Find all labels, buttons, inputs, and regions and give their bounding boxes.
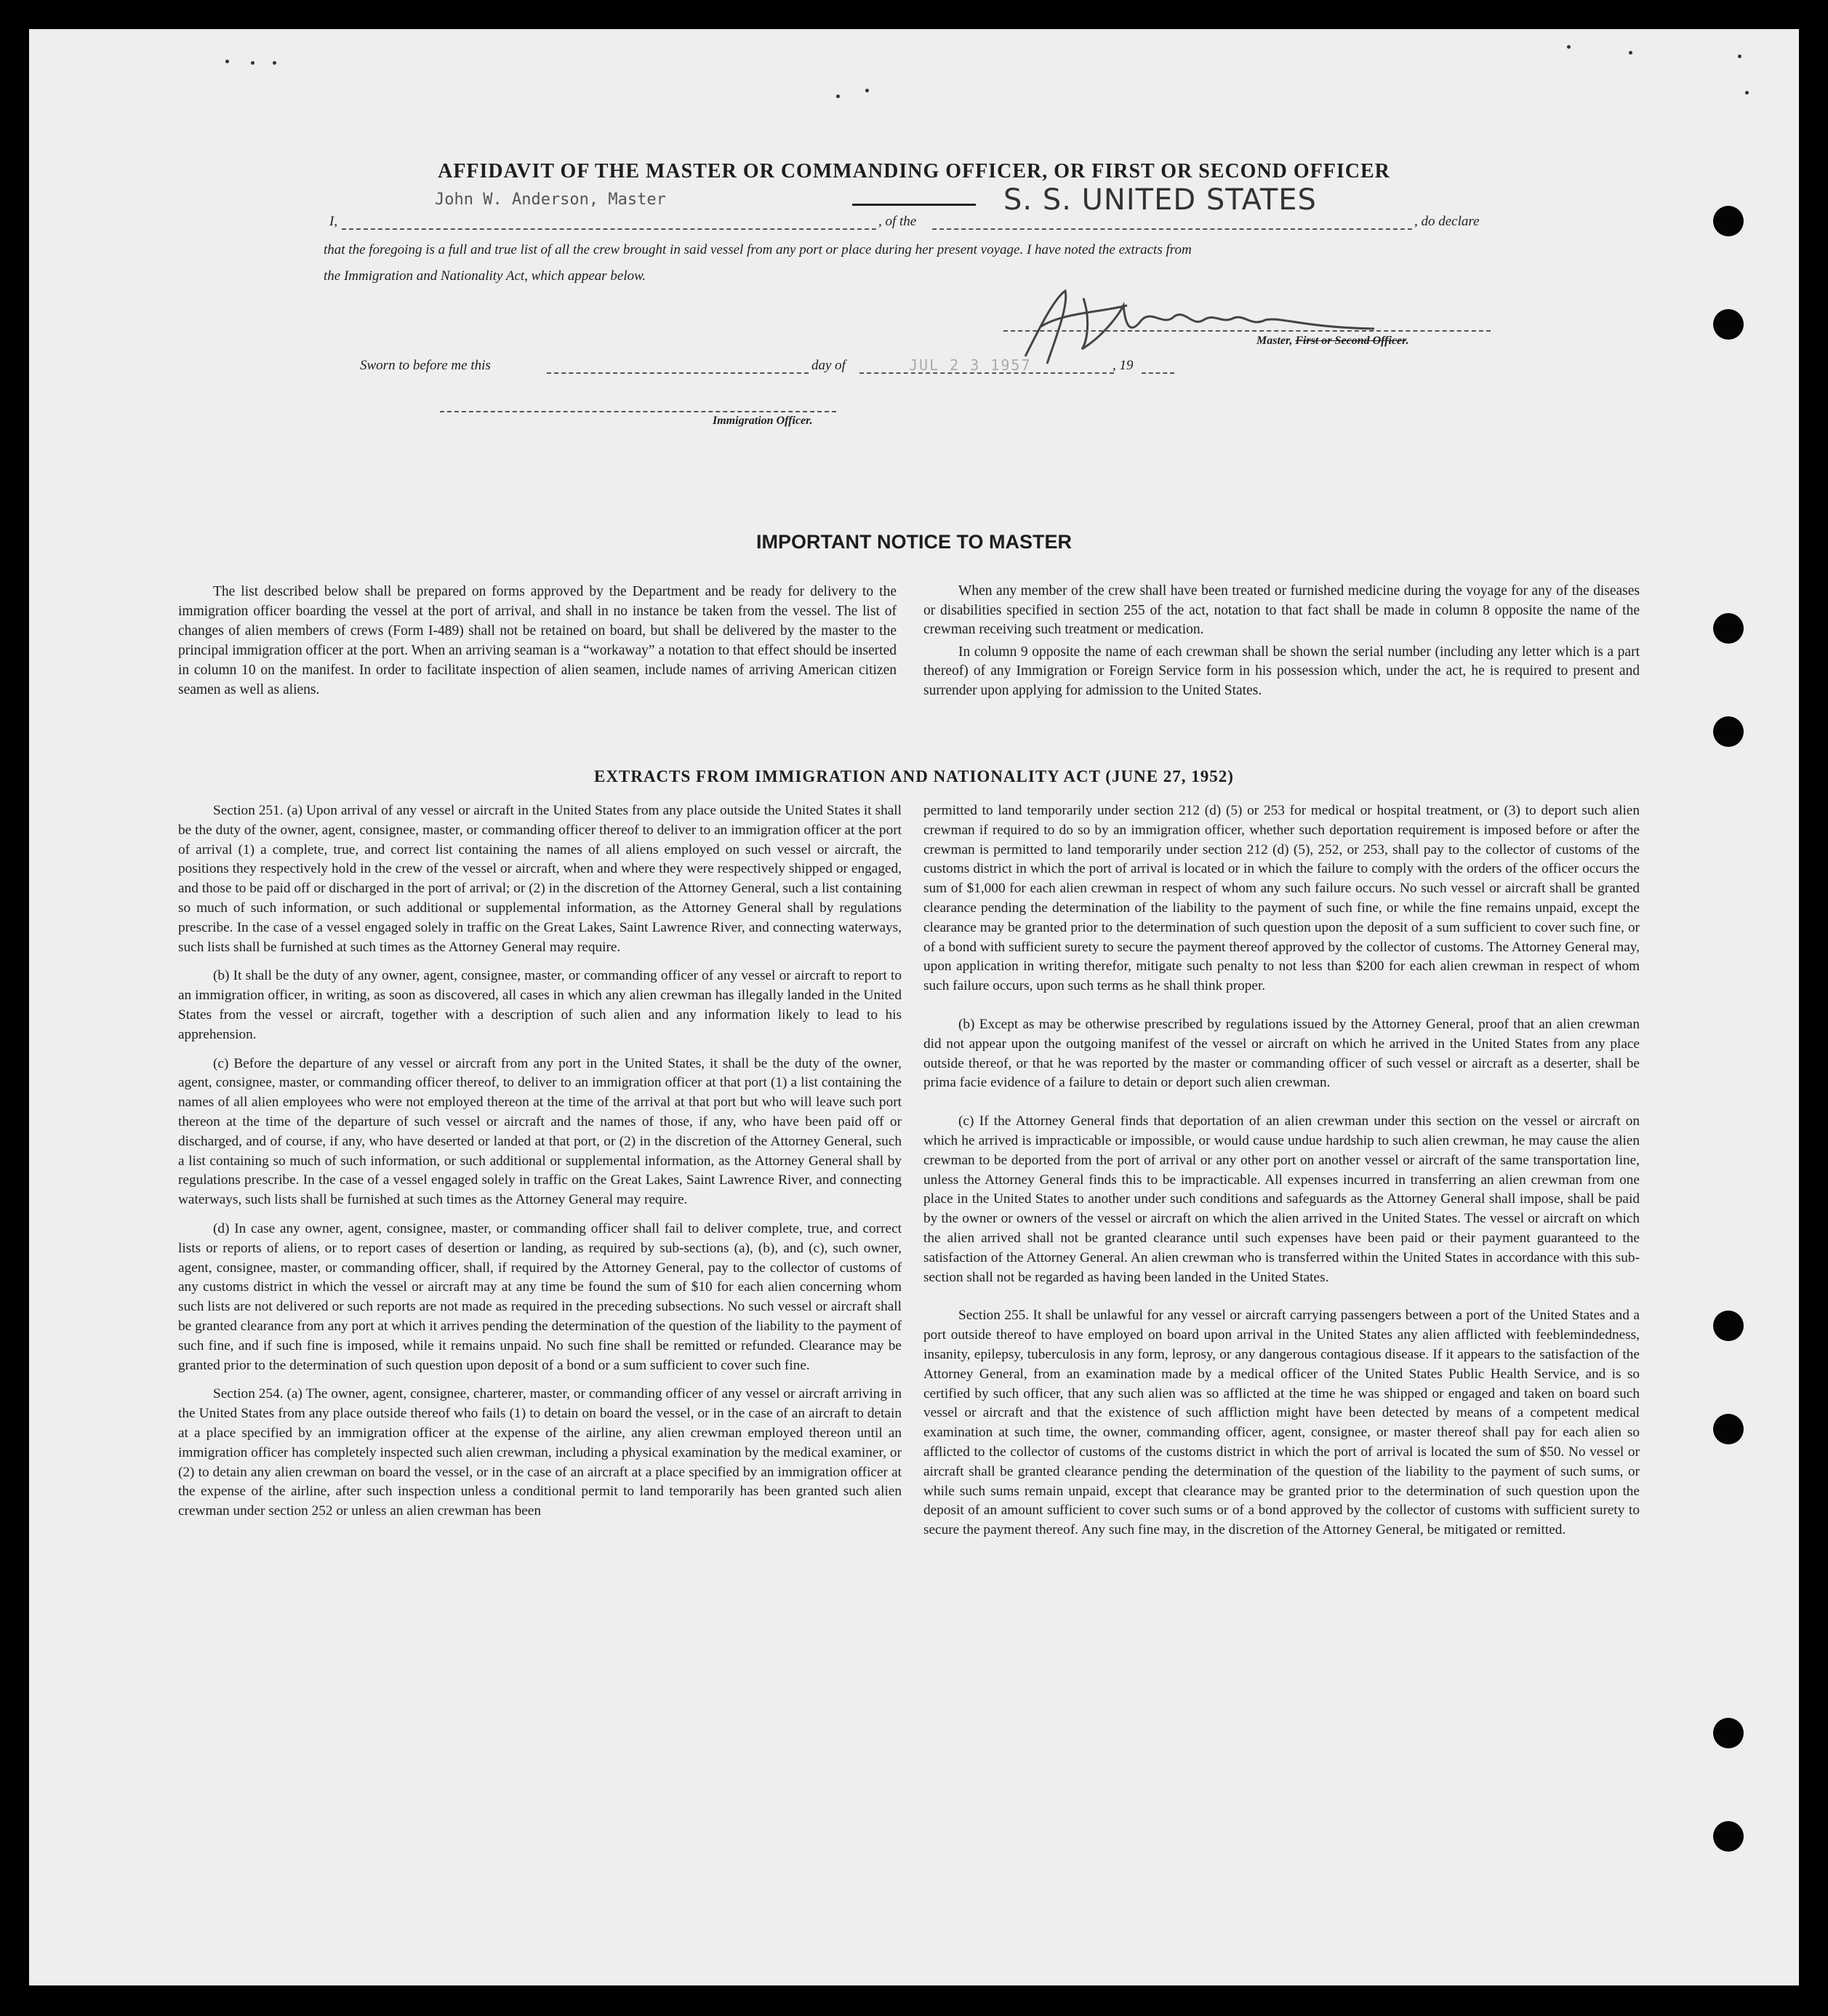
declaration-line-2: the Immigration and Nationality Act, which appear below. bbox=[324, 268, 646, 284]
binder-hole bbox=[1713, 716, 1744, 747]
master-signature bbox=[996, 276, 1403, 378]
section-251a: Section 251. (a) Upon arrival of any vessel or aircraft in the United States from any place outside the United States it shall be the duty of the owner, agent, consignee, master, or commanding officer thereof to deliver to an immigration officer at the port of arrival (1) a complete, true, and correct list containing the names of all aliens employed on such vessel or aircraft, the positions they respectively hold in the crew of the vessel or aircraft, when and where they were respectively shipped or engaged, and those to be paid off or discharged in the port of arrival; or (2) in the discretion of the Attorney General, such a list containing so much of such information, or such additional or supplemental information, as the Attorney General shall by regulations prescribe. In the case of a vessel engaged solely in traffic on the Great Lakes, Saint Lawrence River, and connecting waterways, such lists shall be furnished at such times as the Attorney General may require. bbox=[178, 803, 902, 955]
binder-hole bbox=[1713, 1821, 1744, 1852]
year-prefix: , 19 bbox=[1113, 358, 1134, 373]
sworn-day-blank bbox=[547, 372, 809, 374]
scan-speck bbox=[865, 89, 869, 92]
typed-master-name: John W. Anderson, Master bbox=[435, 191, 666, 209]
sworn-label: Sworn to before me this bbox=[360, 358, 491, 373]
notice-left-paragraph: The list described below shall be prepared on forms approved by the Department and be ready for delivery to the immigration officer boarding the vessel at the port of arrival, and shall in no instance be taken from the vessel. The list of changes of alien members of crews (Form I-489) shall not be retained on board, but shall be delivered by the master to the principal immigration officer at the port. When an arriving seaman is a “workaway” a notation to that effect should be inserted in column 10 on the manifest. In order to facilitate inspection of alien seamen, include names of arriving American citizen seamen as well as aliens. bbox=[178, 584, 897, 697]
scan-speck bbox=[225, 60, 229, 63]
date-stamp: JUL 2 3 1957 bbox=[909, 356, 1032, 374]
document-page bbox=[29, 29, 1799, 1985]
binder-hole bbox=[1713, 1718, 1744, 1748]
role-end: . bbox=[1406, 335, 1409, 347]
day-of-label: day of bbox=[811, 358, 846, 373]
section-251d: (d) In case any owner, agent, consignee, master, or commanding officer shall fail to deliver complete, true, and correct lists or reports of aliens, or to report cases of desertion or landing, as required by sub-sections (a), (b), and (c), such owner, agent, consignee, master, or commanding officer, shall, if required by the Attorney General, pay to the collector of customs of any customs district in which the vessel or aircraft may at any time be found the sum of $10 for each alien concerning whom such lists are not delivered or such reports are not made as required in the preceding subsections. No such vessel or aircraft shall be granted clearance from any port at which it arrives pending the determination of the question of the liability to the payment of such fine, and if such fine is imposed, while it remains unpaid. No such fine shall be remitted or refunded. Clearance may be granted prior to the determination of such question upon deposit of a bond or a sum sufficient to cover such fine. bbox=[178, 1220, 902, 1373]
vessel-blank bbox=[932, 228, 1412, 230]
binder-hole bbox=[1713, 1311, 1744, 1341]
scan-speck bbox=[1738, 55, 1741, 58]
signature-role bbox=[1256, 335, 1409, 348]
section-251b: (b) It shall be the duty of any owner, agent, consignee, master, or commanding officer of any vessel or aircraft to report to an immigration officer, in writing, as soon as discovered, all cases in which any alien crewman has illegally landed in the United States from the vessel or aircraft, together with a description of such alien and any information likely to lead to his apprehension. bbox=[178, 968, 902, 1042]
i-label: I, bbox=[329, 214, 338, 229]
role-master: Master, bbox=[1256, 335, 1293, 347]
role-struck: First or Second Officer bbox=[1295, 335, 1406, 347]
scan-speck bbox=[1745, 91, 1749, 95]
binder-hole bbox=[1713, 1414, 1744, 1444]
notice-right-paragraph: When any member of the crew shall have been treated or furnished medicine during the voyage for any of the diseases or disabilities specified in section 255 of the act, notation to that fact shall be made in column 8 opposite the name of the crewman receiving such treatment or medication. bbox=[923, 583, 1640, 637]
do-declare-label: , do declare bbox=[1414, 214, 1480, 229]
scan-speck bbox=[273, 61, 276, 65]
section-254a: Section 254. (a) The owner, agent, consignee, charterer, master, or commanding officer of any vessel or aircraft arriving in the United States from any place outside thereof who fails (1) to detain on board the vessel, or in the case of an aircraft to detain at a place specified by an immigration officer at the expense of the airline, any alien crewman employed thereon until an immigration officer has completely inspected such alien crewman, including a physical examination by the medical examiner, or (2) to detain any alien crewman on board the vessel, or in the case of an aircraft at a place specified by an immigration officer at the expense of the airline, after such inspection unless a conditional permit to land temporarily has been granted such alien crewman under section 252 or unless an alien crewman has been bbox=[178, 1386, 902, 1519]
extracts-left-column bbox=[178, 801, 902, 1531]
notice-right-paragraph: In column 9 opposite the name of each crewman shall be shown the serial number (including any letter which is a part thereof) of any Immigration or Foreign Service form in his possession which, under the act, he is required to present and surrender upon applying for admission to the United States. bbox=[923, 644, 1640, 698]
extracts-right-column bbox=[923, 801, 1640, 1550]
scan-speck bbox=[1629, 51, 1632, 55]
extracts-title: EXTRACTS FROM IMMIGRATION AND NATIONALITY ACT (JUNE 27, 1952) bbox=[594, 767, 1234, 785]
officer-signature-line bbox=[440, 411, 836, 412]
notice-title: IMPORTANT NOTICE TO MASTER bbox=[756, 531, 1072, 553]
affidavit-title: AFFIDAVIT OF THE MASTER OR COMMANDING OFFICER, OR FIRST OR SECOND OFFICER bbox=[438, 160, 1390, 183]
section-254b: (b) Except as may be otherwise prescribed by regulations issued by the Attorney General, proof that an alien crewman did not appear upon the outgoing manifest of the vessel or aircraft on which he arrived in the United States from any place outside thereof, or that he was reported by the master or commanding officer of such vessel or aircraft as a deserter, shall be prima facie evidence of a failure to detain or deport such alien crewman. bbox=[923, 1016, 1640, 1091]
scan-speck bbox=[251, 61, 254, 65]
binder-hole bbox=[1713, 309, 1744, 340]
immigration-officer-label: Immigration Officer. bbox=[713, 415, 813, 427]
vessel-name: S. S. UNITED STATES bbox=[1003, 183, 1317, 217]
scan-speck bbox=[1567, 45, 1571, 49]
section-254c: (c) If the Attorney General finds that deportation of an alien crewman under this section on the vessel or aircraft on which he arrived is impracticable or impossible, or would cause undue hardship to such alien crewman, he may cause the alien crewman to be deported from the port of arrival or any other port on another vessel or aircraft of the same transportation line, unless the Attorney General finds this to be impracticable. All expenses incurred in transferring an alien crewman from one place in the United States to another under such conditions and safeguards as the Attorney General shall impose, shall be paid by the owner or owners of the vessel or aircraft on which the alien arrived in the United States. The vessel or aircraft on which the alien arrived shall not be granted clearance until such expenses have been paid or their payment guaranteed to the satisfaction of the Attorney General. An alien crewman who is transferred within the United States in accordance with this sub-section shall not be regarded as having been landed in the United States. bbox=[923, 1113, 1640, 1285]
binder-hole bbox=[1713, 613, 1744, 644]
signature-line bbox=[1003, 330, 1491, 332]
year-blank bbox=[1142, 372, 1174, 374]
of-the-label: , of the bbox=[878, 214, 917, 229]
section-251c: (c) Before the departure of any vessel or aircraft from any port in the United States, it shall be the duty of the owner, agent, consignee, master, or commanding officer thereof, to deliver to an immigration officer at that port (1) a list containing the names of all alien employees who were not employed thereon at the time of the arrival at that port but who will leave such port thereon at the time of the departure of such vessel or aircraft and the names of those, if any, who have been paid off or discharged, and of course, if any, who have deserted or landed at that port, or (2) in the discretion of the Attorney General, such a list containing so much of such information, or such additional or supplemental information, as the Attorney General shall by regulations prescribe. In the case of a vessel engaged solely in traffic on the Great Lakes, Saint Lawrence River, and connecting waterways, such lists shall be furnished at such times as the Attorney General may require. bbox=[178, 1055, 902, 1208]
scan-speck bbox=[836, 95, 840, 98]
notice-right-column bbox=[923, 582, 1640, 703]
declaration-line-1: that the foregoing is a full and true list of all the crew brought in said vessel from any port or place during her present voyage. I have noted the extracts from bbox=[324, 242, 1192, 257]
section-254a-continued: permitted to land temporarily under section 212 (d) (5) or 253 for medical or hospital treatment, or (3) to deport such alien crewman if required to do so by an immigration officer, whether such deportation requirement is imposed before or after the crewman is permitted to land temporarily under section 212 (d) (5), 252, or 253, shall pay to the collector of customs of the customs district in which the port of arrival is located or in which the failure to comply with the orders of the officer occurs the sum of $1,000 for each alien crewman in respect of whom any such failure occurs. No such vessel or aircraft shall be granted clearance pending the determination of the liability to the payment of such fine, or while the fine remains unpaid, except the clearance may be granted prior to the determination of such question upon the deposit of a sum sufficient to cover such fine, or of a bond with sufficient surety to secure the payment thereof approved by the collector of customs. The Attorney General may, upon application in writing therefor, mitigate such penalty to not less than $200 for each alien crewman in respect of whom such failure occurs, upon such terms as he shall think proper. bbox=[923, 803, 1640, 994]
section-255: Section 255. It shall be unlawful for any vessel or aircraft carrying passengers between a port of the United States and a port outside thereof to have employed on board upon arrival in the United States any alien afflicted with feeblemindedness, insanity, epilepsy, tuberculosis in any form, leprosy, or any dangerous contagious disease. If it appears to the satisfaction of the Attorney General, from an examination made by a medical officer of the United States Public Health Service, and is so certified by such officer, that any such alien was so afflicted at the time he was shipped or engaged and taken on board such vessel or aircraft and that the existence of such affliction might have been detected by means of a competent medical examination at such time, the owner, commanding officer, agent, consignee, or master thereof shall pay for each alien so afflicted to the collector of customs of the customs district in which the port of arrival is located the sum of $50. No vessel or aircraft shall be granted clearance pending the determination of the question of the liability to the payment of such sums, or while such sums remain unpaid, except that clearance may be granted prior to the determination of such question upon the deposit of an amount sufficient to cover such sums or of a bond approved by the collector of customs with sufficient surety to secure the payment thereof. Any such fine may, in the discretion of the Attorney General, be mitigated or remitted. bbox=[923, 1308, 1640, 1538]
title-rule bbox=[852, 204, 976, 206]
notice-left-column bbox=[178, 582, 897, 703]
name-blank bbox=[342, 228, 876, 230]
binder-hole bbox=[1713, 206, 1744, 236]
